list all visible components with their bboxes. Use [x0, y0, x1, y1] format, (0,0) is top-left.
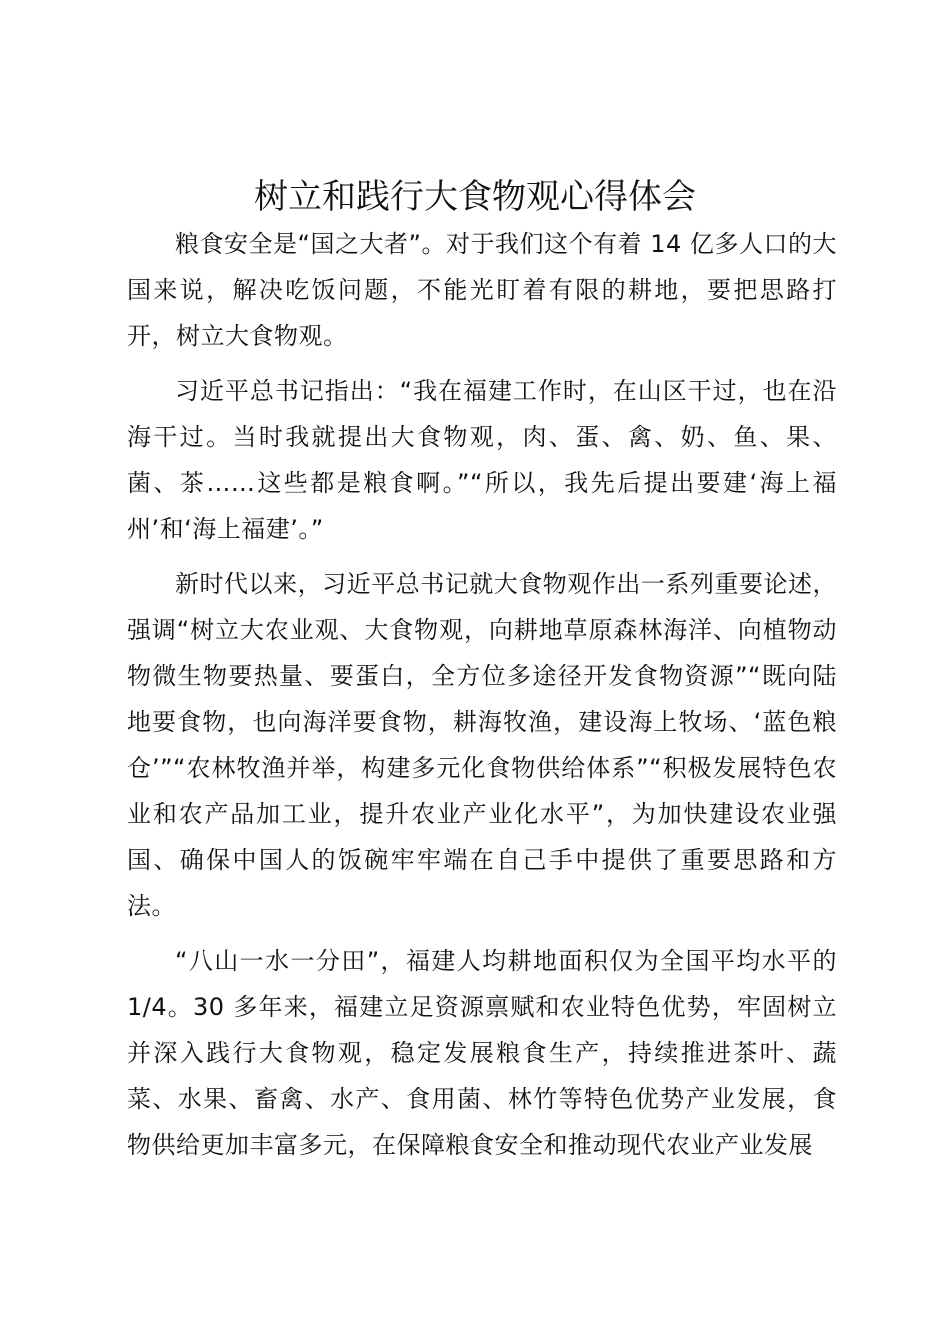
paragraph-food-security: 粮食安全是“国之大者”。对于我们这个有着 14 亿多人口的大国来说，解决吃饭问题，不能光盯着有限的耕地，要把思路打开，树立大食物观。 [127, 230, 837, 350]
paragraph-fujian-quote: 习近平总书记指出：“我在福建工作时，在山区干过，也在沿海干过。当时我就提出大食物观，肉、蛋、禽、奶、鱼、果、菌、茶……这些都是粮食啊。”“所以，我先后提出要建‘海上福州’和‘海上福建’。” [127, 377, 837, 543]
paragraph-new-era: 新时代以来，习近平总书记就大食物观作出一系列重要论述，强调“树立大农业观、大食物观，向耕地草原森林海洋、向植物动物微生物要热量、要蛋白，全方位多途径开发食物资源”“既向陆地要食物，也向海洋要食物，耕海牧渔，建设海上牧场、‘蓝色粮仓’”“农林牧渔并举，构建多元化食物供给体系”“积极发展特色农业和农产品加工业，提升农业产业化水平”，为加快建设农业强国、确保中国人的饭碗牢牢端在自己手中提供了重要思路和方法。 [127, 570, 837, 920]
document-title: 树立和践行大食物观心得体会 [254, 177, 696, 217]
paragraph-fujian-practice: “八山一水一分田”，福建人均耕地面积仅为全国平均水平的 1/4。30 多年来，福建立足资源禀赋和农业特色优势，牢固树立并深入践行大食物观，稳定发展粮食生产，持续推进茶叶、蔬菜、水果、畜禽、水产、食用菌、林竹等特色优势产业发展，食物供给更加丰富多元，在保障粮食安全和推动现代农业产业发展 [127, 947, 837, 1159]
document-body [127, 221, 837, 1177]
